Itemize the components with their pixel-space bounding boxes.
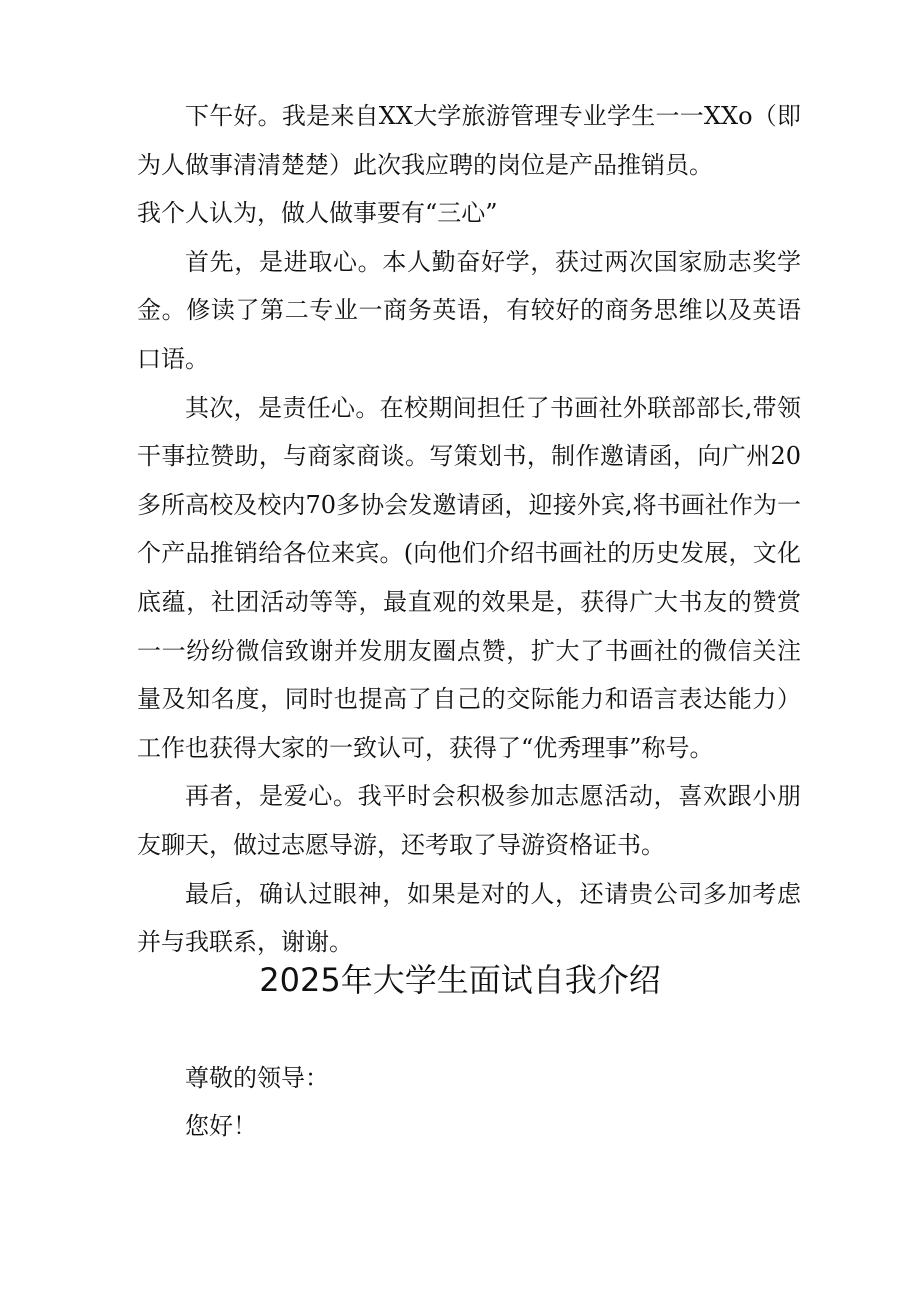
paragraph-closing: 最后，确认过眼神，如果是对的人，还请贵公司多加考虑并与我联系，谢谢。	[137, 879, 801, 957]
salutation-line: 尊敬的领导：	[185, 1064, 329, 1092]
paragraph-intro: 下午好。我是来自XX大学旅游管理专业学生一一XXo（即为人做事清清楚楚）此次我应聘的岗位是产品推销员。	[137, 102, 801, 179]
document-body	[137, 92, 801, 967]
paragraph-three-hearts: 我个人认为，做人做事要有“三心”	[137, 199, 498, 228]
greeting-line: 您好！	[185, 1112, 257, 1140]
paragraph-ambition: 首先，是进取心。本人勤奋好学，获过两次国家励志奖学金。修读了第二专业一商务英语，有较好的商务思维以及英语口语。	[137, 247, 801, 373]
document-title: 2025年大学生面试自我介绍	[259, 961, 661, 999]
paragraph-responsibility: 其次，是责任心。在校期间担任了书画社外联部部长,带领干事拉赞助，与商家商谈。写策划书，制作邀请函，向广州20多所高校及校内70多协会发邀请函，迎接外宾,将书画社作为一个产品推销给各位来宾。(向他们介绍书画社的历史发展，文化底蕴，社团活动等等，最直观的效果是，获得广大书友的赞赏一一纷纷微信致谢并发朋友圈点赞，扩大了书画社的微信关注量及知名度，同时也提高了自己的交际能力和语言表达能力）工作也获得大家的一致认可，获得了“优秀理事”称号。	[137, 393, 801, 762]
paragraph-love: 再者，是爱心。我平时会积极参加志愿活动，喜欢跟小朋友聊天，做过志愿导游，还考取了导游资格证书。	[137, 782, 801, 859]
